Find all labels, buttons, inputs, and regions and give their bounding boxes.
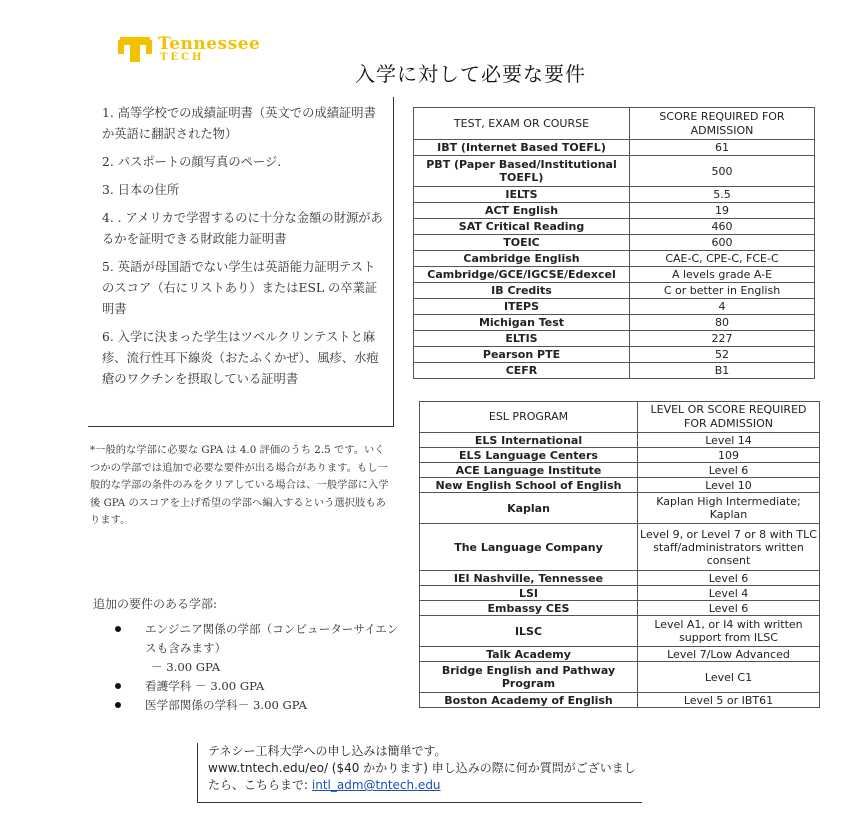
table-row: [420, 478, 820, 493]
table-row: [420, 571, 820, 586]
university-logo: [118, 34, 260, 64]
department-item: [115, 696, 405, 715]
additional-heading: 追加の要件のある学部:: [93, 597, 218, 611]
table-row: [420, 524, 820, 571]
row-name: IB Credits: [414, 283, 630, 299]
row-name: Talk Academy: [420, 647, 638, 662]
tt-logo-icon: [118, 34, 152, 64]
footer-box: [197, 743, 642, 803]
table-row: [414, 299, 815, 315]
row-name: ITEPS: [414, 299, 630, 315]
row-name: Embassy CES: [420, 601, 638, 616]
requirement-item: 1. 高等学校での成績証明書（英文での成績証明書か英語に翻訳された物）: [102, 106, 376, 141]
requirement-item: 6. 入学に決まった学生はツベルクリンテストと麻疹、流行性耳下線炎（おたふくかぜ）、風疹、水疱瘡のワクチンを摂取している証明書: [102, 330, 379, 386]
row-name: Bridge English and Pathway Program: [420, 662, 638, 693]
department-text: 看護学科 － 3.00 GPA: [145, 679, 265, 693]
row-name: Cambridge English: [414, 251, 630, 267]
row-name: ELS Language Centers: [420, 448, 638, 463]
bullet-icon: [115, 683, 121, 689]
table-row: [414, 315, 815, 331]
requirement-item: 5. 英語が母国語でない学生は英語能力証明テストのスコア（右にリストあり）またはESL の卒業証明書: [102, 260, 378, 316]
table-row: [414, 187, 815, 203]
table-header: LEVEL OR SCORE REQUIRED FOR ADMISSION: [638, 402, 820, 433]
row-value: B1: [630, 363, 815, 379]
department-item: [115, 677, 405, 696]
row-name: Boston Academy of English: [420, 693, 638, 708]
table-row: [414, 156, 815, 187]
row-value: Level 14: [638, 433, 820, 448]
table-row: [414, 203, 815, 219]
requirement-item: 3. 日本の住所: [102, 183, 180, 197]
table-row: [420, 586, 820, 601]
row-value: 4: [630, 299, 815, 315]
requirement-item: 4. . アメリカで学習するのに十分な金額の財源があるかを証明できる財政能力証明書: [102, 211, 383, 246]
row-value: CAE-C, CPE-C, FCE-C: [630, 251, 815, 267]
table-row: [414, 363, 815, 379]
row-name: LSI: [420, 586, 638, 601]
table-row: [414, 347, 815, 363]
row-value: 109: [638, 448, 820, 463]
row-name: IEI Nashville, Tennessee: [420, 571, 638, 586]
row-value: 5.5: [630, 187, 815, 203]
esl-program-table: [419, 401, 820, 708]
row-name: Cambridge/GCE/IGCSE/Edexcel: [414, 267, 630, 283]
row-value: Level 9, or Level 7 or 8 with TLC staff/administrators written consent: [638, 524, 820, 571]
row-value: C or better in English: [630, 283, 815, 299]
department-list: [115, 620, 405, 715]
row-name: Pearson PTE: [414, 347, 630, 363]
row-value: Level 4: [638, 586, 820, 601]
table-row: [414, 251, 815, 267]
row-value: 227: [630, 331, 815, 347]
department-text: 医学部関係の学科－ 3.00 GPA: [145, 698, 307, 712]
row-name: IELTS: [414, 187, 630, 203]
row-value: 600: [630, 235, 815, 251]
department-gpa: － 3.00 GPA: [151, 660, 221, 674]
row-name: Kaplan: [420, 493, 638, 524]
row-name: Michigan Test: [414, 315, 630, 331]
row-name: ILSC: [420, 616, 638, 647]
table-row: [420, 647, 820, 662]
table-row: [414, 219, 815, 235]
row-value: 80: [630, 315, 815, 331]
row-name: ACT English: [414, 203, 630, 219]
test-score-table: [413, 107, 815, 379]
table-row: [420, 433, 820, 448]
logo-sub: TECH: [160, 51, 205, 63]
row-value: 500: [630, 156, 815, 187]
row-name: PBT (Paper Based/Institutional TOEFL): [414, 156, 630, 187]
table-row: [420, 448, 820, 463]
table-header: SCORE REQUIRED FOR ADMISSION: [630, 108, 815, 140]
row-name: TOEIC: [414, 235, 630, 251]
table-header: TEST, EXAM OR COURSE: [414, 108, 630, 140]
row-value: 460: [630, 219, 815, 235]
footer-line: www.tntech.edu/eo/ ($40 かかります) 申し込みの際に何か質問がございましたら、こちらまで:: [208, 761, 636, 792]
table-row: [420, 601, 820, 616]
gpa-note: *一般的な学部に必要な GPA は 4.0 評価のうち 2.5 です。いくつかの学部では追加で必要な要件が出る場合があります。もし一般的な学部の条件のみをクリアしている場合は、一般学部に入学後 GPA のスコアを上げ希望の学部へ編入するという選択肢もあります。: [90, 444, 389, 527]
requirements-box: [88, 97, 394, 427]
row-name: SAT Critical Reading: [414, 219, 630, 235]
row-value: Level 5 or IBT61: [638, 693, 820, 708]
row-name: ACE Language Institute: [420, 463, 638, 478]
table-row: [420, 493, 820, 524]
row-value: Level 7/Low Advanced: [638, 647, 820, 662]
email-link[interactable]: intl_adm@tntech.edu: [311, 778, 441, 792]
requirement-item: 2. パスポートの顔写真のページ.: [102, 155, 282, 169]
row-name: CEFR: [414, 363, 630, 379]
row-value: 52: [630, 347, 815, 363]
logo-name: Tennessee: [158, 33, 261, 54]
row-value: Kaplan High Intermediate; Kaplan: [638, 493, 820, 524]
bullet-icon: [115, 702, 121, 708]
row-value: Level 6: [638, 571, 820, 586]
table-row: [414, 283, 815, 299]
row-value: Level A1, or I4 with written support from ILSC: [638, 616, 820, 647]
table-row: [420, 693, 820, 708]
row-name: IBT (Internet Based TOEFL): [414, 140, 630, 156]
row-value: Level C1: [638, 662, 820, 693]
table-row: [414, 140, 815, 156]
row-name: ELTIS: [414, 331, 630, 347]
row-value: Level 10: [638, 478, 820, 493]
table-row: [414, 331, 815, 347]
footer-line: テネシー工科大学への申し込みは簡単です。: [208, 744, 447, 758]
row-value: A levels grade A-E: [630, 267, 815, 283]
table-row: [420, 616, 820, 647]
row-value: 19: [630, 203, 815, 219]
row-value: 61: [630, 140, 815, 156]
row-value: Level 6: [638, 601, 820, 616]
row-value: Level 6: [638, 463, 820, 478]
row-name: New English School of English: [420, 478, 638, 493]
page-title: 入学に対して必要な要件: [355, 62, 586, 86]
table-row: [420, 463, 820, 478]
department-text: エンジニア関係の学部（コンピューターサイエンスも含みます）: [145, 622, 399, 655]
table-row: [420, 662, 820, 693]
bullet-icon: [115, 626, 121, 632]
row-name: ELS International: [420, 433, 638, 448]
department-item: [115, 620, 405, 677]
table-row: [414, 267, 815, 283]
table-header: ESL PROGRAM: [420, 402, 638, 433]
row-name: The Language Company: [420, 524, 638, 571]
table-row: [414, 235, 815, 251]
